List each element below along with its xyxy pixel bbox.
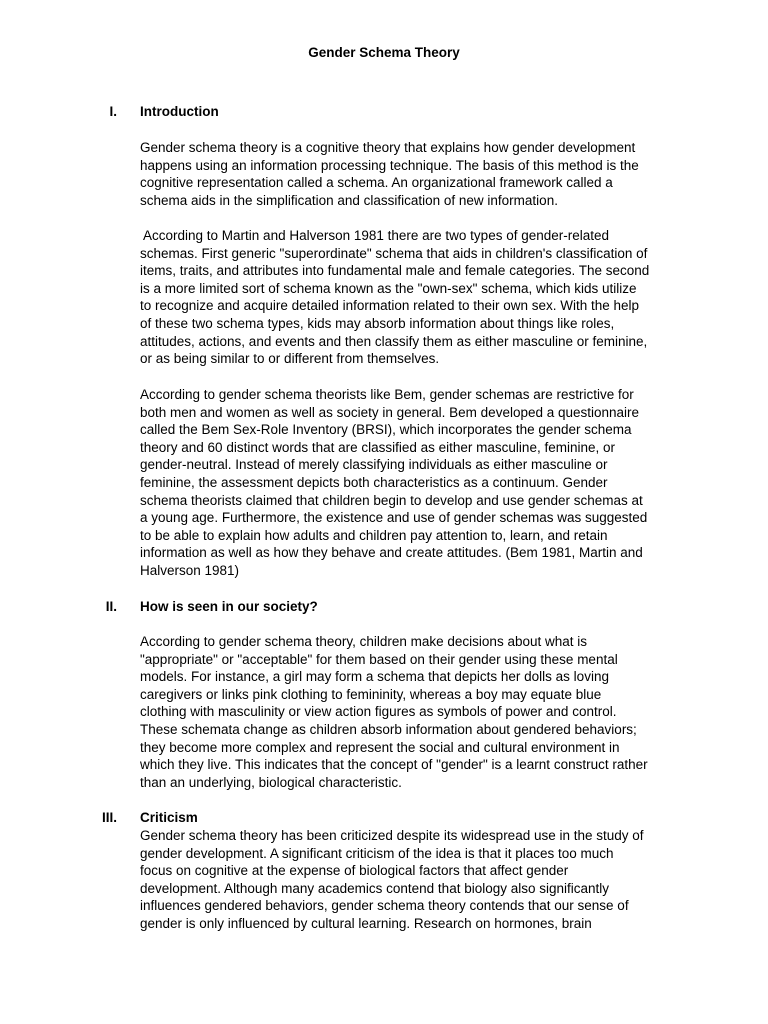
paragraph <box>140 227 680 368</box>
text-line: theory and 60 distinct words that are classified as either masculine, feminine, or <box>140 439 615 455</box>
text-line: feminine, the assessment depicts both characteristics as a continuum. Gender <box>140 474 608 490</box>
text-line: schema aids in the simplification and classification of new information. <box>140 192 558 208</box>
section-heading-society <box>96 598 318 616</box>
text-line: development. Although many academics contend that biology also significantly <box>140 880 610 896</box>
paragraph <box>140 386 680 580</box>
text-line: According to gender schema theory, children make decisions about what is <box>140 634 587 649</box>
text-line: gender-neutral. Instead of merely classifying individuals as either masculine or <box>140 457 608 473</box>
text-line: of these two schema types, kids may absorb information about things like roles, <box>140 315 615 331</box>
text-line: cognitive representation called a schema. An organizational framework called a <box>140 175 613 191</box>
text-line: According to Martin and Halverson 1981 there are two types of gender-related <box>140 228 610 243</box>
text-line: information as well as how they behave and create attitudes. (Bem 1981, Martin and <box>140 545 643 561</box>
text-line: Halverson 1981) <box>140 562 240 578</box>
text-line: to be able to explain how adults and children pay attention to, learn, and retain <box>140 527 608 543</box>
text-line: than an underlying, biological characteristic. <box>140 774 402 790</box>
text-line: clothing with masculinity or view action figures as symbols of power and control. <box>140 704 617 720</box>
text-line: called the Bem Sex-Role Inventory (BRSI), which incorporates the gender schema <box>140 422 632 438</box>
text-line: Gender schema theory has been criticized despite its widespread use in the study of <box>140 828 644 843</box>
section-heading-criticism <box>96 809 198 827</box>
section-title: Criticism <box>140 810 198 825</box>
text-line: attitudes, actions, and events and then classify them as either masculine or feminine, <box>140 333 648 349</box>
text-line: both men and women as well as society in general. Bem developed a questionnaire <box>140 404 640 420</box>
text-line: items, traits, and attributes into fundamental male and female categories. The second <box>140 263 650 279</box>
text-line: influences gendered behaviors, gender schema theory contends that our sense of <box>140 898 629 914</box>
text-line: a young age. Furthermore, the existence and use of gender schemas was suggested <box>140 510 648 526</box>
text-line: models. For instance, a girl may form a schema that depicts her dolls as loving <box>140 669 609 685</box>
paragraph <box>140 633 680 791</box>
text-line: Gender schema theory is a cognitive theory that explains how gender development <box>140 140 636 155</box>
paragraph <box>140 827 680 933</box>
text-line: to recognize and acquire detailed information related to their own sex. With the help <box>140 298 640 314</box>
document-title: Gender Schema Theory <box>308 45 460 60</box>
text-line: schemas. First generic "superordinate" schema that aids in children's classification of <box>140 245 648 261</box>
section-title: How is seen in our society? <box>140 599 318 614</box>
text-line: happens using an information processing technique. The basis of this method is the <box>140 157 639 173</box>
section-number: III. <box>101 810 117 825</box>
text-line: caregivers or links pink clothing to femininity, whereas a boy may equate blue <box>140 686 602 702</box>
text-line: "appropriate" or "acceptable" for them based on their gender using these mental <box>140 651 618 667</box>
paragraph <box>140 139 680 209</box>
text-line: gender development. A significant criticism of the idea is that it places too much <box>140 845 614 861</box>
section-number: I. <box>109 104 117 119</box>
text-line: According to gender schema theorists like Bem, gender schemas are restrictive for <box>140 387 634 402</box>
text-line: These schemata change as children absorb information about gendered behaviors; <box>140 721 637 737</box>
section-heading-introduction <box>96 103 219 121</box>
text-line: gender is only influenced by cultural learning. Research on hormones, brain <box>140 915 592 931</box>
text-line: which they live. This indicates that the concept of "gender" is a learnt construct rather <box>140 757 648 773</box>
text-line: schema theorists claimed that children begin to develop and use gender schemas at <box>140 492 643 508</box>
text-line: is a more limited sort of schema known as the "own-sex" schema, which kids utilize <box>140 280 637 296</box>
text-line: they become more complex and represent the social and cultural environment in <box>140 739 620 755</box>
text-line: or as being similar to or different from themselves. <box>140 351 440 367</box>
text-line: focus on cognitive at the expense of biological factors that affect gender <box>140 863 569 879</box>
section-title: Introduction <box>140 104 219 119</box>
section-number: II. <box>105 599 117 614</box>
